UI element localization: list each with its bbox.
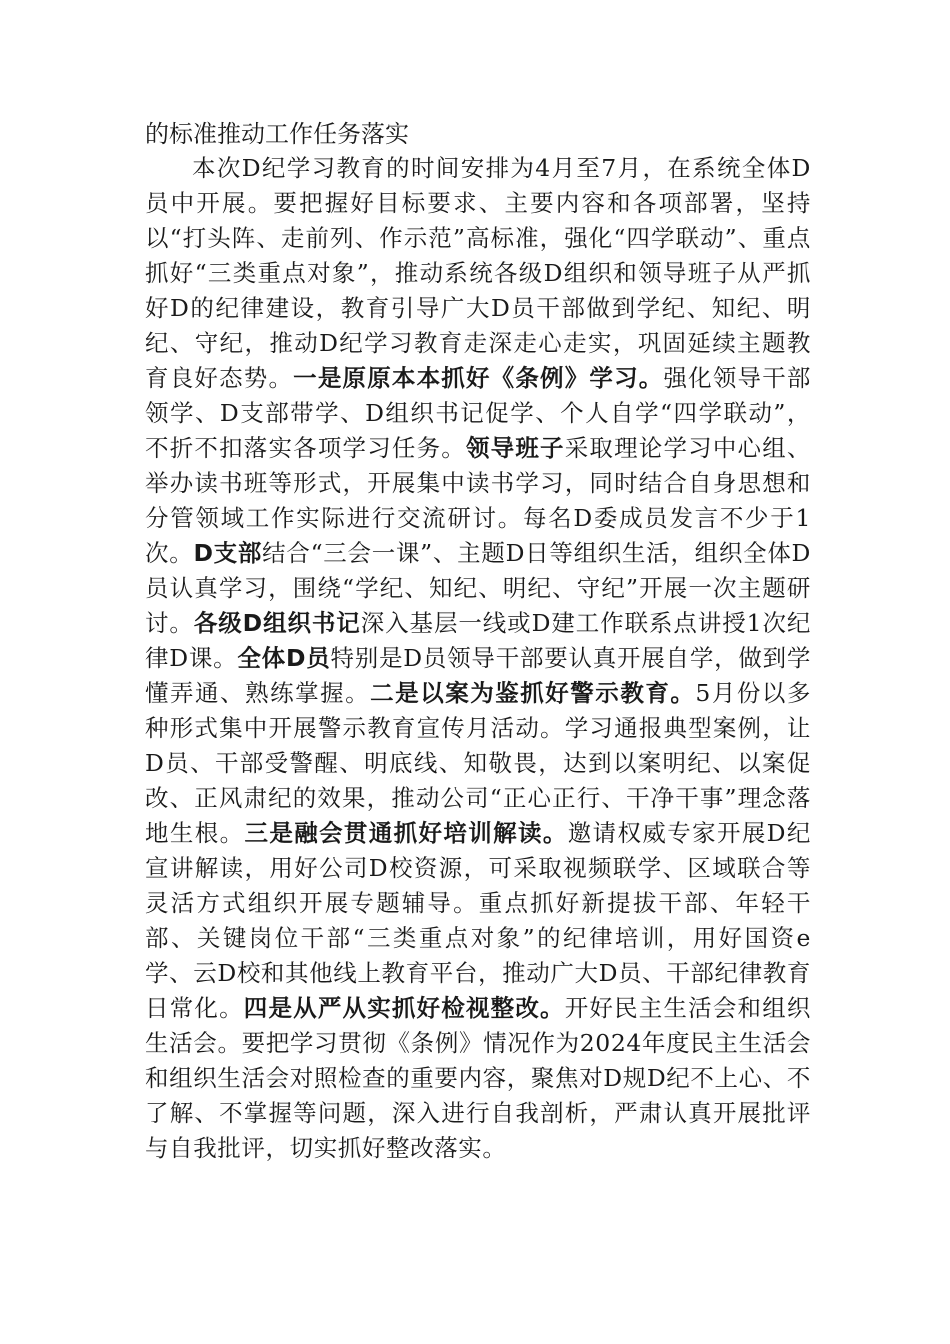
bold-term-leaders: 领导班子 [465, 434, 565, 462]
bold-heading-1: 一是原原本本抓好《条例》学习。 [293, 364, 664, 392]
text-segment: 5月份以多种形式集中开展警示教育宣传月活动。学习通报典型案例，让D员、干部受警醒、明底线、知敬畏，达到以案明纪、以案促改、正风肃纪的效果，推动公司“正心正行、干净干事”理念落地生根。 [145, 679, 811, 847]
body-paragraph [145, 151, 811, 1166]
bold-term-branch: D支部 [193, 539, 263, 567]
bold-heading-3: 三是融会贯通抓好培训解读。 [244, 819, 568, 847]
heading-line: 的标准推动工作任务落实 [145, 120, 409, 148]
bold-term-members: 全体D员 [237, 644, 331, 672]
text-segment: 邀请权威专家开展D纪宣讲解读，用好公司D校资源，可采取视频联学、区域联合等灵活方式组织开展专题辅导。重点抓好新提拔干部、年轻干部、关键岗位干部“三类重点对象”的纪律培训，用好国资e学、云D校和其他线上教育平台，推动广大D员、干部纪律教育日常化。 [145, 819, 811, 1022]
text-segment: 开好民主生活会和组织生活会。要把学习贯彻《条例》情况作为2024年度民主生活会和组织生活会对照检查的重要内容，聚焦对D规D纪不上心、不了解、不掌握等问题，深入进行自我剖析，严肃认真开展批评与自我批评，切实抓好整改落实。 [145, 994, 812, 1162]
document-page [145, 117, 811, 1166]
text-segment: 结合“三会一课”、主题D日等组织生活，组织全体D员认真学习，围绕“学纪、知纪、明纪、守纪”开展一次主题研讨。 [145, 539, 811, 637]
text-segment: 采取理论学习中心组、举办读书班等形式，开展集中读书学习，同时结合自身思想和分管领域工作实际进行交流研讨。每名D委成员发言不少于1次。 [145, 434, 812, 567]
text-segment: 强化领导干部领学、D支部带学、D组织书记促学、个人自学“四学联动”，不折不扣落实各项学习任务。 [145, 364, 812, 462]
text-segment: 特别是D员领导干部要认真开展自学，做到学懂弄通、熟练掌握。 [145, 644, 811, 707]
bold-heading-4: 四是从严从实抓好检视整改。 [243, 994, 565, 1022]
text-segment: 本次D纪学习教育的时间安排为4月至7月，在系统全体D员中开展。要把握好目标要求、主要内容和各项部署，坚持以“打头阵、走前列、作示范”高标准，强化“四学联动”、重点抓好“三类重点对象”，推动系统各级D组织和领导班子从严抓好D的纪律建设，教育引导广大D员干部做到学纪、知纪、明纪、守纪，推动D纪学习教育走深走心走实，巩固延续主题教育良好态势。 [145, 154, 811, 392]
bold-term-secretaries: 各级D组织书记 [193, 609, 361, 637]
bold-heading-2: 二是以案为鉴抓好警示教育。 [370, 679, 696, 707]
text-segment: 深入基层一线或D建工作联系点讲授1次纪律D课。 [145, 609, 811, 672]
